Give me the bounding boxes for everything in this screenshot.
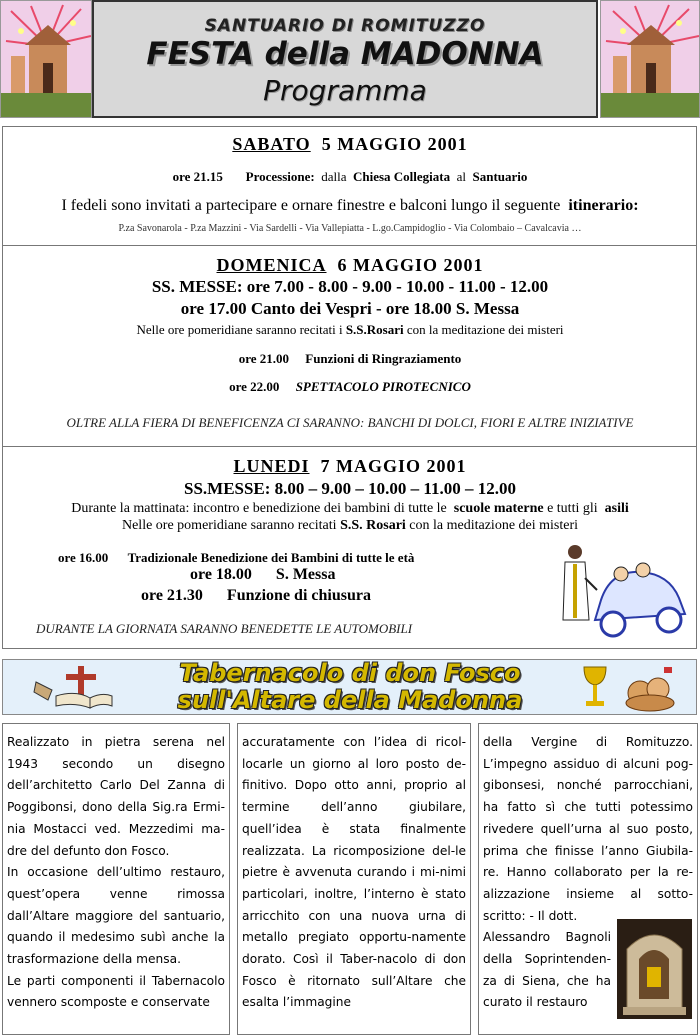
domenica-day: DOMENICA <box>216 255 327 275</box>
procession-church: Chiesa Collegiata <box>352 169 451 184</box>
mass-text: S. Messa <box>275 566 336 583</box>
fireworks-time: ore 22.00 <box>229 379 280 394</box>
lunedi-mass <box>190 566 335 584</box>
column-paragraph: della Vergine di Romituzzo. L’impegno assiduo di alcuni pog-gibonsesi, nonché parrocchiani, ha fatto sì che tutti potessimo rivedere quell’urna al suo posto, prima che finisse l’anno Giubila-re. Hanno collaborato per la re-alizzazione insieme al sotto-scritto: - Il dott. <box>483 735 693 923</box>
sabato-procession-line <box>0 169 700 185</box>
column-paragraph: Le parti componenti il Tabernacolo vennero scomposte e conservate <box>7 973 225 1010</box>
lunedi-masses: SS.MESSE: 8.00 – 9.00 – 10.00 – 11.00 – 12.00 <box>183 479 516 498</box>
rosaries-label: S.S. Rosari <box>340 518 406 533</box>
rosaries-text: Nelle ore pomeridiane saranno recitati i <box>136 322 343 337</box>
tabernacle-photo <box>617 919 692 1019</box>
closing-time: ore 21.30 <box>141 587 203 604</box>
lunedi-day: LUNEDI <box>233 456 310 476</box>
santuario-photo-left <box>0 0 92 118</box>
morning-schools: scuole materne <box>453 501 544 516</box>
closing-text: Funzione di chiusura <box>226 587 371 604</box>
blessing-text: Tradizionale Benedizione dei Bambini di tutte le età <box>127 550 415 565</box>
lunedi-heading <box>0 456 700 477</box>
sabato-invite-line <box>0 197 700 215</box>
lunedi-morning <box>0 501 700 517</box>
chalice-and-bread-icon <box>580 663 680 713</box>
divider <box>2 446 697 447</box>
lunedi-date: 7 MAGGIO 2001 <box>320 456 467 476</box>
sabato-day: SABATO <box>232 134 311 154</box>
sabato-date: 5 MAGGIO 2001 <box>321 134 468 154</box>
mass-time: ore 18.00 <box>190 566 252 583</box>
sabato-heading <box>0 134 700 155</box>
column-paragraph: In occasione dell’ultimo restauro, quest’opera venne rimossa dall’Altare maggiore del santuario, quando il medesimo subì anche la trasformazione della mensa. <box>7 865 225 967</box>
divider <box>2 245 697 246</box>
domenica-fair-note: OLTRE ALLA FIERA DI BENEFICENZA CI SARANNO: BANCHI DI DOLCI, FIORI E ALTRE INIZIATIVE <box>66 415 634 430</box>
procession-label: Processione: <box>245 169 315 184</box>
invite-itinerary: itinerario: <box>568 197 639 214</box>
procession-from: dalla <box>321 169 347 184</box>
domenica-heading <box>0 255 700 276</box>
thanksgiving-text: Funzioni di Ringraziamento <box>305 351 462 366</box>
morning-text: Durante la mattinata: incontro e benedizione dei bambini di tutte le <box>71 501 447 516</box>
lunedi-car-blessing-note: DURANTE LA GIORNATA SARANNO BENEDETTE LE AUTOMOBILI <box>36 621 413 636</box>
rosaries-text: Nelle ore pomeridiane saranno recitati <box>121 518 337 533</box>
invite-text: I fedeli sono invitati a partecipare e ornare finestre e balconi lungo il seguente <box>61 197 561 214</box>
article-column-2 <box>237 723 471 1035</box>
header-title-box <box>92 0 598 118</box>
domenica-fireworks <box>0 379 700 395</box>
header-festival-title: FESTA della MADONNA <box>146 36 544 72</box>
domenica-vespers: ore 17.00 Canto dei Vespri - ore 18.00 S. Messa <box>180 299 520 318</box>
lunedi-closing <box>141 587 371 605</box>
morning-asili: asili <box>604 501 629 516</box>
column-paragraph: Alessandro Bagnoli della Soprintenden-za di Siena, che ha curato il restauro <box>483 930 611 1010</box>
rosaries-meditation: con la meditazione dei misteri <box>409 518 579 533</box>
domenica-date: 6 MAGGIO 2001 <box>337 255 484 275</box>
rosaries-meditation: con la meditazione dei misteri <box>406 322 564 337</box>
domenica-masses: SS. MESSE: ore 7.00 - 8.00 - 9.00 - 10.00 - 11.00 - 12.00 <box>151 277 549 296</box>
santuario-photo-right <box>600 0 700 118</box>
lunedi-rosaries <box>0 518 700 534</box>
lunedi-blessing-children <box>58 550 414 566</box>
column-paragraph: Realizzato in pietra serena nel 1943 secondo un disegno dell’architetto Carlo Del Zanna di Poggibonsi, dono della Sig.ra Ermi-nia Mostacci ved. Mezzedimi ma-dre del defunto don Fosco. <box>7 735 225 858</box>
procession-sanctuary: Santuario <box>472 169 528 184</box>
procession-to: al <box>456 169 467 184</box>
domenica-rosaries <box>0 322 700 338</box>
tabernacle-title-line2: sull'Altare della Madonna <box>177 686 523 714</box>
column-paragraph: accuratamente con l’idea di ricol-locarle un giorno al loro posto de-finitivo. Dopo otto anni, proprio al termine dell’anno giubilare, quell’idea è stata finalmente realizzata. La ricomposizione del-le pietre è avvenuta curando i mi-nimi particolari, inoltre, l’interno è stato arricchito con una nuova urna di metallo pregiato opportu-namente dorato. Così il Taber-nacolo di don Fosco è ritornato sull’Altare che esalta l’immagine <box>242 735 466 1010</box>
tabernacle-title-line1: Tabernacolo di don Fosco <box>179 659 521 687</box>
header-sanctuary-name: SANTUARIO DI ROMITUZZO <box>204 16 486 36</box>
domenica-thanksgiving <box>0 351 700 367</box>
blessing-time: ore 16.00 <box>58 550 109 565</box>
rosaries-label: S.S.Rosari <box>345 322 404 337</box>
sabato-time: ore 21.15 <box>172 169 223 184</box>
sabato-route: P.za Savonarola - P.za Mazzini - Via Sardelli - Via Vallepiatta - L.go.Campidoglio - Via Colombaio – Cavalcavia … <box>118 223 582 234</box>
morning-and: e tutti gli <box>547 501 598 516</box>
thanksgiving-time: ore 21.00 <box>238 351 290 366</box>
car-blessing-illustration <box>561 540 689 644</box>
fireworks-text: SPETTACOLO PIROTECNICO <box>295 379 471 394</box>
article-column-1 <box>2 723 230 1035</box>
header-programme-label: Programma <box>263 74 427 107</box>
